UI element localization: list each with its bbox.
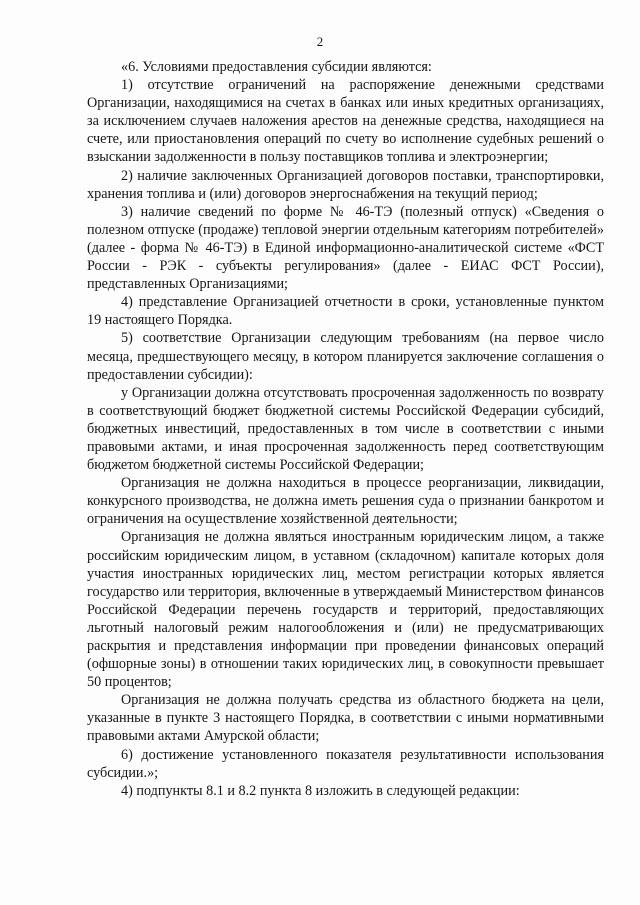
paragraph-condition-1: 1) отсутствие ограничений на распоряжение денежными средствами Организации, находящимися на счетах в банках или иных кредитных организациях, за исключением случаев наложения арестов на денежные средства, находящиеся на счете, или приостановления операций по счету во исполнение судебных решений о взыскании задолженности в пользу поставщиков топлива и электроэнергии;	[87, 77, 604, 166]
paragraph-requirement-reorganization: Организация не должна находиться в процессе реорганизации, ликвидации, конкурсного производства, не должна иметь решения суда о признании банкротом и ограничения на осуществление хозяйственной деятельности;	[87, 475, 604, 528]
paragraph-amendment-4: 4) подпункты 8.1 и 8.2 пункта 8 изложить в следующей редакции:	[121, 782, 520, 799]
paragraph-condition-5: 5) соответствие Организации следующим требованиям (на первое число месяца, предшествующего месяцу, в котором планируется заключение соглашения о предоставлении субсидии):	[87, 330, 604, 383]
paragraph-requirement-foreign-entity: Организация не должна являться иностранным юридическим лицом, а также российским юридическим лицом, в уставном (складочном) капитале которых доля участия иностранных юридических лиц, местом регистрации которых является государство или территория, включенные в утверждаемый Министерством финансов Российской Федерации перечень государств и территорий, предоставляющих льготный налоговый режим налогообложения и (или) не предусматривающих раскрытия и представления информации при проведении финансовых операций (офшорные зоны) в отношении таких юридических лиц, в совокупности превышает 50 процентов;	[87, 529, 604, 691]
paragraph-conditions-heading: «6. Условиями предоставления субсидии являются:	[121, 59, 432, 75]
paragraph-condition-2: 2) наличие заключенных Организацией договоров поставки, транспортировки, хранения топлива и (или) договоров энергоснабжения на текущий период;	[87, 167, 604, 202]
paragraph-requirement-regional-budget: Организация не должна получать средства из областного бюджета на цели, указанные в пункте 3 настоящего Порядка, в соответствии с иными нормативными правовыми актами Амурской области;	[87, 692, 604, 745]
document-body	[87, 58, 604, 800]
paragraph-condition-3: 3) наличие сведений по форме № 46-ТЭ (полезный отпуск) «Сведения о полезном отпуске (продаже) тепловой энергии отдельным категориям потребителей» (далее - форма № 46-ТЭ) в Единой информационно-аналитической системе «ФСТ России - РЭК - субъекты регулирования» (далее - ЕИАС ФСТ России), представленных Организациями;	[87, 203, 604, 293]
page-number: 2	[316, 34, 324, 49]
paragraph-requirement-debt: у Организации должна отсутствовать просроченная задолженность по возврату в соответствующий бюджет бюджетной системы Российской Федерации субсидий, бюджетных инвестиций, предоставленных в том числе в соответствии с иными правовыми актами, и иная просроченная задолженность перед соответствующим бюджетом бюджетной системы Российской Федерации;	[87, 384, 604, 474]
paragraph-condition-4: 4) представление Организацией отчетности в сроки, установленные пунктом 19 настоящего Порядка.	[87, 294, 604, 329]
paragraph-condition-6: 6) достижение установленного показателя результативности использования субсидии.»;	[87, 746, 604, 781]
